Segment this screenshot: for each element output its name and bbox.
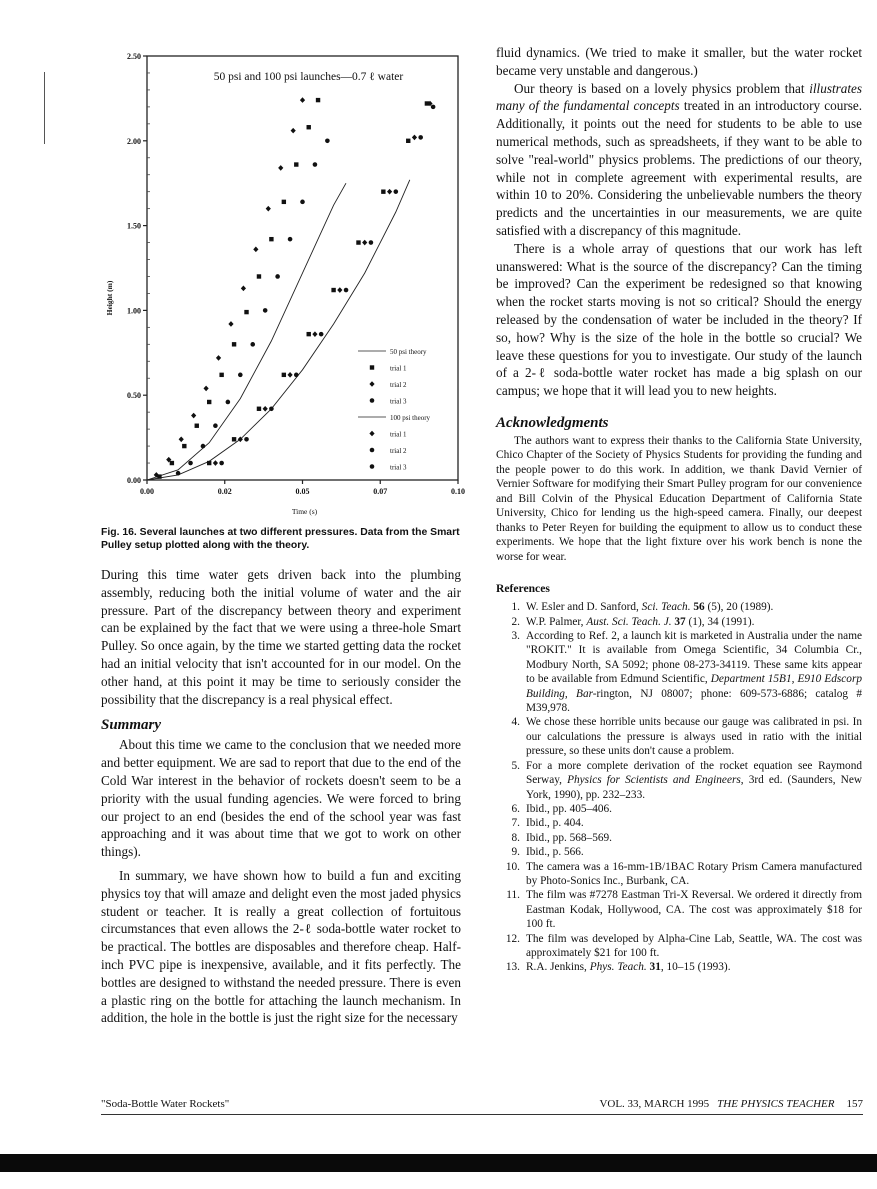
- scan-edge-bar: [0, 1154, 877, 1172]
- figure-caption: Fig. 16. Several launches at two different pressures. Data from the Smart Pulley setup plotted along with the theory.: [101, 527, 460, 551]
- legend-label: trial 2: [390, 381, 407, 389]
- reference-item: 4. We chose these horrible units because our gauge was calibrated in psi. In our calculations the pressure is always used in ratio with the initial pressure, so these units don't cause a problem.: [504, 715, 862, 758]
- legend-label: trial 2: [390, 447, 407, 455]
- data-series: [207, 101, 429, 465]
- legend-label: trial 3: [390, 397, 407, 406]
- summary-heading: Summary: [101, 717, 162, 734]
- legend-label: trial 3: [390, 463, 407, 472]
- y-tick-label: 2.50: [127, 52, 141, 61]
- paragraph: There is a whole array of questions that our work has left unanswered: What is the source of the discrepancy? Can the timing be improved? Can the experiment be redesigned so that knowing when the rocket starts moving is not so critical? Should the energy released by the condensation of water be included in the theory? If so, how? Why is the size of the hole in the bottle so crucial? We leave these questions for you to investigate. Our study of the launch of a 2-ℓ soda-bottle water rocket has made a big splash on our campus; we hope that it will lead you to new heights.: [496, 240, 862, 399]
- reference-number: 1.: [511, 601, 520, 614]
- reference-item: 7. Ibid., p. 404.: [504, 816, 862, 830]
- paragraph: fluid dynamics. (We tried to make it smaller, but the water rocket became very unstable and dangerous.): [496, 45, 862, 78]
- figure-16-chart: [100, 48, 470, 523]
- chart-legend: [358, 348, 431, 472]
- journal-info: [599, 1098, 863, 1110]
- x-tick-label: 0.05: [295, 487, 310, 496]
- reference-item: 9. Ibid., p. 566.: [504, 845, 862, 859]
- y-tick-label: 1.50: [127, 221, 141, 231]
- reference-number: 8.: [511, 831, 520, 844]
- journal-name: THE PHYSICS TEACHER: [717, 1098, 835, 1110]
- page-number: 157: [846, 1098, 863, 1110]
- volume-date: VOL. 33, MARCH 1995: [599, 1098, 710, 1110]
- reference-number: 10.: [505, 860, 520, 873]
- reference-item: 10. The camera was a 16-mm-1B/1BAC Rotary Prism Camera manufactured by Photo-Sonics Inc., Burbank, CA.: [505, 860, 862, 887]
- theory-curve: [147, 183, 346, 480]
- acknowledgments-text: The authors want to express their thanks to the California State University, Chico Chapter of the Society of Physics Students for providing the funding and the people power to do this work. In addition, we thank David Vernier of Vernier Software for modifying their Smart Pulley program for our convenience and Bill Colvin of the Physical Education Department of California State University, Chico for lending us the high-speed camera. Finally, our deepest thanks to Peter Reyen for building the equipment to allow us to conduct these experiments. We hope that the light fixture over his work bench is none the worse for wear.: [496, 434, 862, 563]
- theory-curve: [147, 180, 410, 480]
- reference-item: 13. R.A. Jenkins, Phys. Teach. 31, 10–15 (1993).: [505, 961, 731, 974]
- chart-plot: [100, 48, 470, 523]
- x-axis-label: Time (s): [291, 507, 318, 516]
- reference-item: 5. For a more complete derivation of the rocket equation see Raymond Serway, Physics for Scientists and Engineers, 3rd ed. (Saunders, New York, 1990), pp. 232–233.: [504, 759, 862, 802]
- paragraph: During this time water gets driven back into the plumbing assembly, reducing both the initial volume of water and the air pressure. Part of the discrepancy between theory and experiment can be explained by the fact that we were using a three-hole Smart Pulley. So once again, by the time we started getting data the rocket had an initial velocity that isn't accounted for in our model. On the other hand, at this point it may be time to seriously consider the possibility that the discrepancy is a real physical effect.: [101, 567, 461, 707]
- paragraph: About this time we came to the conclusion that we needed more and better equipment. We are sad to report that due to the end of the Cold War interest in the behavior of rockets doesn't seem to be a priority with the usual funding agencies. We were forced to bring our project to an end (besides the end of the school year was fast approaching and it was about time that we got to work on other things).: [101, 737, 461, 860]
- reference-item: 1. W. Esler and D. Sanford, Sci. Teach. 56 (5), 20 (1989).: [504, 600, 862, 614]
- acknowledgments-heading: Acknowledgments: [496, 414, 609, 431]
- x-tick-label: 0.02: [217, 487, 232, 496]
- data-series: [219, 105, 435, 466]
- reference-number: 13.: [505, 961, 520, 974]
- x-tick-label: 0.07: [373, 487, 388, 496]
- text-span: treated in an introductory course. Additionally, it points out the need for students to be able to use numerical methods, such as spreadsheets, if they want to be able to solve "real-world" physics problems. The predictions of our theory, while not in complete agreement with experimental results, are within 10 to 20%. Considering the unbelievable numbers the theory predicts and the uncertainties in our measurements, we are quite satisfied with a discrepancy of this magnitude.: [496, 98, 862, 238]
- legend-label: trial 1: [390, 364, 407, 373]
- y-tick-label: 0.00: [127, 476, 141, 485]
- reference-number: 3.: [511, 630, 520, 643]
- legend-label: 100 psi theory: [390, 414, 431, 422]
- right-column: [496, 44, 862, 975]
- y-tick-label: 0.50: [127, 391, 141, 401]
- x-tick-label: 0.10: [451, 487, 465, 496]
- reference-number: 2.: [511, 615, 520, 628]
- reference-number: 5.: [511, 759, 520, 772]
- paragraph: [496, 80, 862, 240]
- references-heading: References: [496, 582, 550, 596]
- scan-artifact: [44, 72, 45, 144]
- reference-item: 12. The film was developed by Alpha-Cine Lab, Seattle, WA. The cost was approximately $21 for 100 ft.: [505, 932, 862, 959]
- reference-item: 3. According to Ref. 2, a launch kit is marketed in Australia under the name "ROKIT." It is available from Omega Scientific, 34 Columbia Cr., Modbury North, SA 5092; phone 08-273-34119. These same kits appear to be available from Edmund Scientific, Department 15B1, E910 Edscorp Building, Bar-rington, NJ 08007; phone: 609-573-6886; catalog # M39,978.: [504, 629, 862, 715]
- reference-number: 7.: [511, 817, 520, 830]
- left-column: [101, 566, 461, 1027]
- legend-label: trial 1: [390, 430, 407, 439]
- reference-number: 12.: [505, 932, 520, 945]
- running-title: "Soda-Bottle Water Rockets": [101, 1098, 230, 1110]
- reference-item: 6. Ibid., pp. 405–406.: [504, 802, 862, 816]
- y-tick-label: 1.00: [127, 306, 141, 316]
- data-series: [213, 101, 433, 466]
- reference-item: 2. W.P. Palmer, Aust. Sci. Teach. J. 37 (1), 34 (1991).: [504, 615, 862, 629]
- x-tick-label: 0.00: [140, 487, 154, 496]
- reference-number: 9.: [511, 846, 520, 859]
- italic-text: illustrates many of the fundamental concepts: [496, 80, 862, 114]
- data-series: [154, 97, 305, 477]
- reference-number: 11.: [506, 889, 520, 902]
- text-span: Our theory is based on a lovely physics problem that: [514, 80, 810, 96]
- reference-item: 8. Ibid., pp. 568–569.: [504, 831, 862, 845]
- y-tick-label: 2.00: [127, 136, 141, 146]
- reference-item: 11. The film was #7278 Eastman Tri-X Reversal. We ordered it directly from Eastman Kodak, Hollywood, CA. The cost was approximately $18 for 100 ft.: [504, 888, 862, 931]
- chart-title: 50 psi and 100 psi launches—0.7 ℓ water: [213, 71, 404, 83]
- paragraph: In summary, we have shown how to build a fun and exciting physics toy that will amaze and delight even the most jaded physics student or teacher. It is really a great collection of fortuitous circumstances that even allows the 2-ℓ soda-bottle water rocket to be practical. The bottles are disposables and therefore cheap. Half-inch PVC pipe is inexpensive, available, and it fits perfectly. The bottles are designed to withstand the needed pressure. There is even a plastic ring on the bottle for attaching the launch mechanism. In addition, the hole in the bottle is just the right size for the necessary: [101, 867, 461, 1026]
- references-list: [496, 600, 862, 975]
- reference-number: 4.: [511, 716, 520, 729]
- legend-label: 50 psi theory: [390, 348, 427, 356]
- page-footer: [101, 1096, 863, 1115]
- reference-number: 6.: [511, 802, 520, 815]
- y-axis-label: Height (m): [105, 280, 114, 316]
